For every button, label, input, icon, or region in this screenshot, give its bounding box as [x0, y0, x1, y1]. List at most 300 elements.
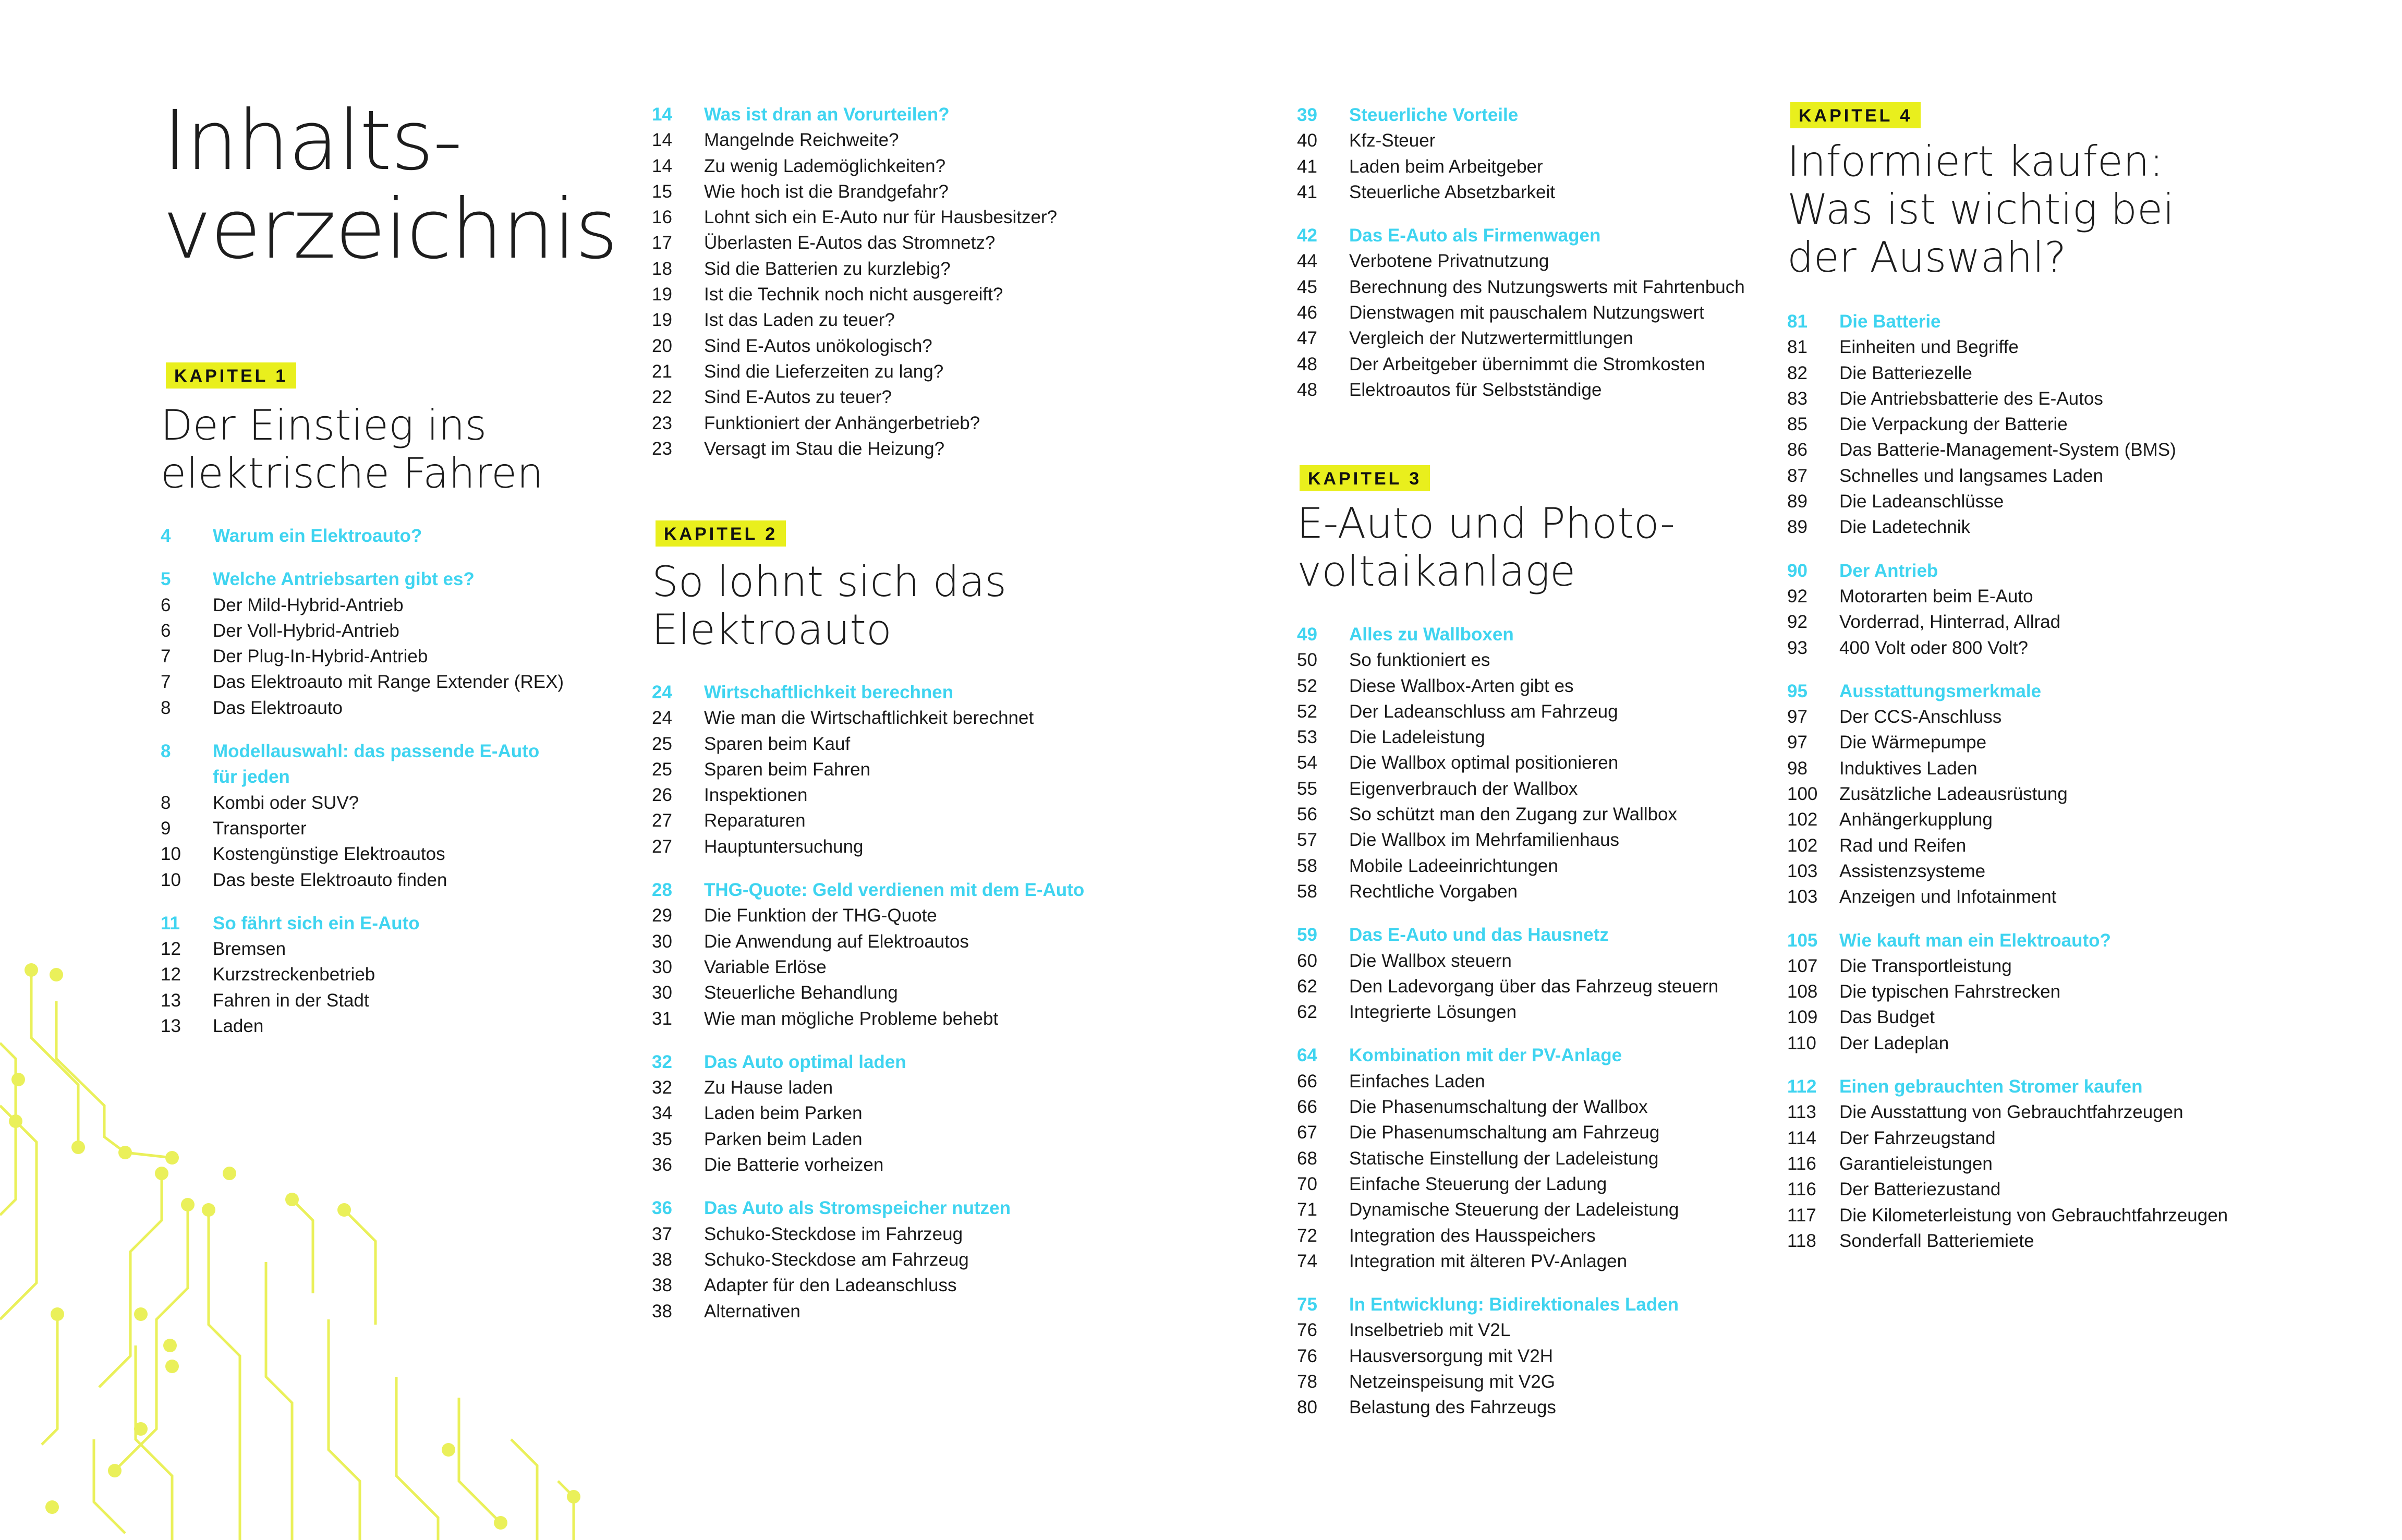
toc-entry-title: In Entwicklung: Bidirektionales Laden — [1349, 1294, 1679, 1315]
toc-page-number: 103 — [1787, 887, 1818, 907]
toc-entry-title: Sparen beim Fahren — [704, 759, 871, 780]
toc-entry-title: Garantieleistungen — [1839, 1153, 1993, 1174]
toc-entry — [1297, 128, 1745, 153]
toc-entry — [1297, 948, 1718, 974]
toc-entry — [1297, 1094, 1718, 1120]
toc-entry — [161, 1013, 564, 1039]
toc-page-number: 15 — [652, 181, 672, 202]
toc-entry-title: Statische Einstellung der Ladeleistung — [1349, 1148, 1659, 1169]
toc-page-number: 9 — [161, 818, 171, 839]
chapter-4-title-line-1: Informiert kaufen: — [1787, 137, 2164, 186]
toc-entry — [652, 705, 1084, 731]
toc-entry-title: Die Wärmepumpe — [1839, 732, 1987, 753]
toc-entry-title: Schuko-Steckdose im Fahrzeug — [704, 1223, 963, 1244]
toc-page-number: 30 — [652, 931, 672, 952]
toc-entry-title: Dynamische Steuerung der Ladeleistung — [1349, 1199, 1679, 1220]
toc-entry-title: Assistenzsysteme — [1839, 860, 1986, 881]
toc-entry — [1787, 489, 2228, 514]
toc-entry-title: Bremsen — [213, 939, 286, 960]
toc-entry — [1787, 1004, 2228, 1030]
toc-page-number: 23 — [652, 438, 672, 459]
toc-entry — [1787, 807, 2228, 832]
toc-page-number: 68 — [1297, 1148, 1317, 1169]
toc-entry-title: Wirtschaftlichkeit berechnen — [704, 682, 954, 702]
toc-entry-title: Kostengünstige Elektroautos — [213, 844, 445, 865]
toc-page-number: 20 — [652, 335, 672, 356]
toc-entry — [652, 1126, 1084, 1152]
toc-page-number: 117 — [1787, 1205, 1816, 1226]
toc-entry — [1787, 833, 2228, 858]
toc-entry — [1297, 827, 1718, 853]
toc-page-number: 21 — [652, 361, 672, 382]
toc-page-number: 74 — [1297, 1251, 1317, 1271]
toc-entry — [652, 436, 1057, 462]
toc-entry-title: Sparen beim Kauf — [704, 733, 851, 754]
toc-page-number: 27 — [652, 836, 672, 857]
toc-entry-title: Ist das Laden zu teuer? — [704, 310, 895, 331]
toc-entry-title: Integration mit älteren PV-Anlagen — [1349, 1251, 1628, 1271]
toc-page-number: 109 — [1787, 1007, 1818, 1028]
toc-entry-title: Das Elektroauto mit Range Extender (REX) — [213, 672, 564, 693]
toc-entry — [1297, 974, 1718, 999]
toc-page-number: 114 — [1787, 1127, 1816, 1148]
chapter-1-title-line-2: elektrische Fahren — [161, 449, 543, 498]
toc-entry-title: Rad und Reifen — [1839, 835, 1967, 856]
toc-entry — [1297, 1171, 1718, 1197]
toc-entry — [1297, 699, 1718, 724]
toc-entry-title: Das E-Auto als Firmenwagen — [1349, 225, 1601, 246]
toc-entry — [161, 644, 564, 669]
toc-entry — [652, 1299, 1084, 1324]
chapter-3-badge: KAPITEL 3 — [1300, 465, 1430, 491]
chapter-2-title-line-1: So lohnt sich das — [652, 557, 1007, 606]
toc-page-number: 22 — [652, 387, 672, 408]
toc-page-number: 14 — [652, 104, 672, 125]
toc-entry-title: Anhängerkupplung — [1839, 809, 1993, 830]
toc-page-number: 16 — [652, 207, 672, 228]
toc-page-number: 45 — [1297, 276, 1317, 297]
toc-entry — [1297, 853, 1718, 879]
toc-entry-title: Integrierte Lösungen — [1349, 1002, 1517, 1023]
toc-page-number: 12 — [161, 964, 181, 985]
toc-entry-title: Der Ladeanschluss am Fahrzeug — [1349, 701, 1618, 722]
toc-entry — [1787, 979, 2228, 1004]
toc-entry — [652, 980, 1084, 1005]
toc-entry — [1297, 647, 1718, 673]
toc-entry-title: Adapter für den Ladeanschluss — [704, 1275, 957, 1296]
toc-entry — [1297, 377, 1745, 403]
toc-page-number: 52 — [1297, 701, 1317, 722]
toc-page-number: 97 — [1787, 707, 1807, 727]
toc-entry-title: Schuko-Steckdose am Fahrzeug — [704, 1249, 969, 1270]
toc-entry-title: So fährt sich ein E-Auto — [213, 913, 420, 933]
toc-page-number: 62 — [1297, 1002, 1317, 1023]
toc-page-number: 72 — [1297, 1225, 1317, 1246]
toc-page-number: 97 — [1787, 732, 1807, 753]
toc-page-number: 32 — [652, 1077, 672, 1098]
toc-entry — [1787, 437, 2228, 463]
toc-entry-title: Kombi oder SUV? — [213, 792, 359, 813]
toc-entry-title: Die Anwendung auf Elektroautos — [704, 931, 969, 952]
toc-page-number: 19 — [652, 284, 672, 305]
toc-page-number: 35 — [652, 1129, 672, 1149]
toc-entry-title: Den Ladevorgang über das Fahrzeug steuern — [1349, 976, 1719, 997]
toc-page-number: 47 — [1297, 328, 1317, 349]
toc-entry — [161, 867, 564, 893]
toc-entry-title: Wie hoch ist die Brandgefahr? — [704, 181, 949, 202]
toc-entry — [652, 1075, 1084, 1100]
toc-entry — [652, 230, 1057, 256]
toc-entry-title: Die Wallbox optimal positionieren — [1349, 753, 1619, 773]
toc-entry-title: Die Wallbox steuern — [1349, 950, 1512, 971]
chapter-3-title-line-1: E-Auto und Photo- — [1297, 499, 1675, 548]
toc-page-number: 41 — [1297, 181, 1317, 202]
page-title-line-1: Inhalts- — [163, 93, 462, 189]
toc-entry — [1297, 1317, 1718, 1343]
toc-page-number: 44 — [1297, 251, 1317, 272]
toc-page-number: 17 — [652, 233, 672, 253]
toc-entry — [161, 988, 564, 1013]
toc-page-number: 8 — [161, 741, 171, 762]
toc-entry-title: Hauptuntersuchung — [704, 836, 864, 857]
toc-page-number: 6 — [161, 595, 171, 615]
toc-entry-title: Die Phasenumschaltung der Wallbox — [1349, 1097, 1648, 1118]
toc-entry-title: Sind E-Autos unökologisch? — [704, 335, 932, 356]
toc-section-heading — [652, 877, 1084, 903]
toc-entry — [1787, 609, 2228, 635]
toc-section-heading — [1297, 1042, 1718, 1068]
page-title — [163, 93, 617, 277]
toc-page-number: 113 — [1787, 1102, 1816, 1123]
toc-page-number: 8 — [161, 697, 171, 718]
toc-page-number: 25 — [652, 759, 672, 780]
toc-page-number: 28 — [652, 880, 672, 901]
toc-entry-title: 400 Volt oder 800 Volt? — [1839, 637, 2028, 658]
toc-page-number: 102 — [1787, 835, 1818, 856]
toc-entry-title: Die Ladeleistung — [1349, 727, 1485, 748]
toc-entry-title: Elektroautos für Selbstständige — [1349, 379, 1602, 400]
toc-section-heading — [1297, 622, 1718, 647]
toc-entry — [161, 592, 564, 618]
toc-entry-title: Induktives Laden — [1839, 758, 1978, 779]
toc-entry — [652, 954, 1084, 980]
toc-entry — [1787, 463, 2228, 489]
toc-entry-title: Parken beim Laden — [704, 1129, 863, 1149]
toc-entry-title: Alles zu Wallboxen — [1349, 624, 1514, 645]
toc-page-number: 11 — [161, 913, 180, 933]
toc-entry — [161, 936, 564, 962]
toc-entry — [1787, 1030, 2228, 1056]
toc-entry — [652, 384, 1057, 410]
toc-page-number: 46 — [1297, 302, 1317, 323]
toc-page-number: 18 — [652, 258, 672, 279]
toc-page-number: 93 — [1787, 637, 1807, 658]
toc-entry-title: Einheiten und Begriffe — [1839, 337, 2019, 358]
toc-entry — [1787, 584, 2228, 609]
toc-entry — [1297, 999, 1718, 1025]
toc-entry — [1787, 884, 2228, 910]
toc-entry-title: Überlasten E-Autos das Stromnetz? — [704, 233, 996, 253]
toc-entry — [1297, 1120, 1718, 1145]
toc-entry — [652, 333, 1057, 359]
toc-section-heading — [1297, 102, 1745, 128]
toc-entry-title: Der Mild-Hybrid-Antrieb — [213, 595, 404, 615]
toc-page-number: 90 — [1787, 560, 1807, 581]
toc-page-number: 41 — [1297, 156, 1317, 177]
toc-entry — [1297, 1069, 1718, 1094]
toc-entry-title: Kfz-Steuer — [1349, 130, 1436, 151]
toc-page-number: 76 — [1297, 1345, 1317, 1366]
toc-page-number: 110 — [1787, 1033, 1816, 1053]
toc-section-heading — [1787, 558, 2228, 584]
toc-entry-title: So schützt man den Zugang zur Wallbox — [1349, 804, 1678, 825]
toc-entry-title: Inspektionen — [704, 785, 808, 806]
toc-entry-title: Einfache Steuerung der Ladung — [1349, 1173, 1607, 1194]
toc-entry-title: Inselbetrieb mit V2L — [1349, 1320, 1511, 1341]
toc-entry — [652, 834, 1084, 859]
toc-entry — [1297, 1395, 1718, 1420]
toc-entry-title: Einen gebrauchten Stromer kaufen — [1839, 1076, 2143, 1097]
toc-page-number: 8 — [161, 792, 171, 813]
toc-section-heading — [1787, 1074, 2228, 1099]
toc-entry-title: Variable Erlöse — [704, 956, 827, 977]
toc-entry — [652, 757, 1084, 782]
toc-page-number: 29 — [652, 905, 672, 926]
toc-page-number: 59 — [1297, 925, 1317, 945]
toc-page-number: 66 — [1297, 1097, 1317, 1118]
toc-entry-title: Einfaches Laden — [1349, 1071, 1485, 1092]
toc-entry-title: Eigenverbrauch der Wallbox — [1349, 778, 1578, 799]
toc-entry — [1297, 724, 1718, 750]
toc-entry-title: Wie man die Wirtschaftlichkeit berechnet — [704, 708, 1034, 729]
toc-page-number: 100 — [1787, 784, 1818, 805]
toc-entry-title: Dienstwagen mit pauschalem Nutzungswert — [1349, 302, 1704, 323]
toc-entry-title: Warum ein Elektroauto? — [213, 526, 422, 546]
toc-section-heading — [1787, 309, 2228, 334]
toc-page-number: 89 — [1787, 491, 1807, 512]
toc-page-number: 19 — [652, 310, 672, 331]
toc-entry-title: Sonderfall Batteriemiete — [1839, 1230, 2034, 1251]
toc-entry-title: Berechnung des Nutzungswerts mit Fahrtenbuch — [1349, 276, 1745, 297]
toc-entry — [1787, 730, 2228, 755]
toc-entry-title: Zu Hause laden — [704, 1077, 833, 1098]
toc-entry — [1297, 248, 1745, 274]
toc-entry-title: Was ist dran an Vorurteilen? — [704, 104, 950, 125]
toc-entry-title: Kombination mit der PV-Anlage — [1349, 1045, 1622, 1066]
toc-page-number: 58 — [1297, 855, 1317, 876]
toc-entry-title: Sid die Batterien zu kurzlebig? — [704, 258, 951, 279]
toc-entry — [1787, 756, 2228, 781]
toc-page-number: 92 — [1787, 612, 1807, 633]
toc-entry — [161, 618, 564, 644]
toc-page-number: 31 — [652, 1008, 672, 1029]
chapter-4-title — [1787, 138, 2174, 282]
toc-entry-title: Vorderrad, Hinterrad, Allrad — [1839, 612, 2061, 633]
toc-page-number: 27 — [652, 810, 672, 831]
toc-entry-title: Der Voll-Hybrid-Antrieb — [213, 620, 399, 641]
toc-section-heading — [1787, 928, 2228, 953]
toc-page-number: 7 — [161, 672, 171, 693]
toc-entry-title: So funktioniert es — [1349, 650, 1490, 671]
toc-entry-title: Laden — [213, 1016, 264, 1037]
toc-page-number: 54 — [1297, 753, 1317, 773]
toc-page-number: 40 — [1297, 130, 1317, 151]
toc-entry — [1787, 781, 2228, 807]
toc-entry — [161, 669, 564, 695]
toc-entry — [1297, 1343, 1718, 1369]
toc-entry-title: Der Antrieb — [1839, 560, 1938, 581]
toc-page-number: 107 — [1787, 955, 1818, 976]
toc-entry — [652, 1006, 1084, 1032]
toc-entry-title: Steuerliche Absetzbarkeit — [1349, 181, 1555, 202]
toc-page-number: 23 — [652, 413, 672, 433]
toc-entry-title: Laden beim Arbeitgeber — [1349, 156, 1543, 177]
toc-entry-title: Transporter — [213, 818, 307, 839]
toc-page-number: 10 — [161, 869, 181, 890]
toc-entry — [652, 808, 1084, 833]
toc-page-number: 49 — [1297, 624, 1317, 645]
toc-entry-title: Die Ladetechnik — [1839, 517, 1970, 538]
toc-entry — [1297, 802, 1718, 827]
toc-page-number: 30 — [652, 956, 672, 977]
toc-page-number: 81 — [1787, 337, 1807, 358]
toc-entry-title: Integration des Hausspeichers — [1349, 1225, 1596, 1246]
toc-entry-title: Die Transportleistung — [1839, 955, 2012, 976]
toc-page-number: 57 — [1297, 830, 1317, 851]
toc-entry — [1297, 1197, 1718, 1222]
toc-entry-title: Motorarten beim E-Auto — [1839, 586, 2033, 607]
toc-entry-title: Die Wallbox im Mehrfamilienhaus — [1349, 830, 1620, 851]
toc-entry-title: Das Batterie-Management-System (BMS) — [1839, 440, 2176, 460]
toc-entry-title: Verbotene Privatnutzung — [1349, 251, 1549, 272]
toc-entry — [652, 204, 1057, 230]
toc-entry — [1297, 1146, 1718, 1171]
toc-entry — [1787, 386, 2228, 411]
toc-entry — [1297, 673, 1718, 699]
toc-entry-title: für jeden — [213, 767, 290, 787]
toc-entry — [1787, 360, 2228, 386]
toc-entry — [1297, 1248, 1718, 1274]
toc-page-number: 38 — [652, 1249, 672, 1270]
toc-entry — [652, 179, 1057, 204]
toc-entry — [1787, 1125, 2228, 1151]
chapter-3-title-line-2: voltaikanlage — [1297, 547, 1576, 596]
toc-page-number: 103 — [1787, 860, 1818, 881]
chapter-2-title — [652, 558, 1006, 654]
toc-page-number: 6 — [161, 620, 171, 641]
toc-section-heading — [161, 566, 564, 592]
toc-entry-title: Die typischen Fahrstrecken — [1839, 981, 2061, 1002]
chapter-3-toc — [1297, 622, 1718, 1421]
toc-page-number: 12 — [161, 939, 181, 960]
toc-entry-title: Mangelnde Reichweite? — [704, 130, 899, 151]
toc-entry — [652, 903, 1084, 928]
toc-page-number: 36 — [652, 1155, 672, 1175]
toc-page-number: 14 — [652, 130, 672, 151]
toc-section-heading — [1787, 678, 2228, 704]
toc-entry — [1787, 1203, 2228, 1228]
toc-entry — [652, 307, 1057, 333]
toc-page-number: 98 — [1787, 758, 1807, 779]
toc-entry-title: Ist die Technik noch nicht ausgereift? — [704, 284, 1003, 305]
chapter-1-title — [161, 402, 543, 498]
toc-entry — [652, 929, 1084, 954]
toc-entry-title: Mobile Ladeeinrichtungen — [1349, 855, 1558, 876]
toc-page-number: 95 — [1787, 681, 1807, 701]
toc-page-number: 38 — [652, 1275, 672, 1296]
toc-entry — [1787, 1151, 2228, 1177]
toc-page-number: 75 — [1297, 1294, 1317, 1315]
toc-page-number: 5 — [161, 569, 171, 590]
toc-entry-title: Das E-Auto und das Hausnetz — [1349, 925, 1609, 945]
toc-entry — [652, 256, 1057, 282]
toc-entry-title: Das Elektroauto — [213, 697, 343, 718]
toc-entry — [652, 1152, 1084, 1178]
toc-entry — [1297, 154, 1745, 179]
toc-entry-title: Lohnt sich ein E-Auto nur für Hausbesitzer? — [704, 207, 1058, 228]
toc-entry-title: Modellauswahl: das passende E-Auto — [213, 741, 540, 762]
toc-section-heading — [1297, 1292, 1718, 1317]
toc-entry-title: Der Fahrzeugstand — [1839, 1127, 1996, 1148]
toc-page-number: 42 — [1297, 225, 1317, 246]
chapter-1-title-line-1: Der Einstieg ins — [161, 401, 487, 450]
toc-page-number: 34 — [652, 1103, 672, 1124]
toc-page-number: 67 — [1297, 1122, 1317, 1143]
toc-page-number: 85 — [1787, 414, 1807, 435]
toc-entry — [652, 1100, 1084, 1126]
toc-entry-title: Der Batteriezustand — [1839, 1179, 2001, 1200]
toc-page-number: 4 — [161, 526, 171, 546]
toc-page-number: 81 — [1787, 311, 1807, 332]
toc-entry-title: Zusätzliche Ladeausrüstung — [1839, 784, 2068, 805]
toc-entry — [1297, 750, 1718, 775]
toc-entry-title: Die Antriebsbatterie des E-Autos — [1839, 388, 2103, 409]
toc-page-number: 50 — [1297, 650, 1317, 671]
toc-entry-title: Wie kauft man ein Elektroauto? — [1839, 930, 2111, 951]
toc-page-number: 80 — [1297, 1397, 1317, 1418]
toc-page-number: 86 — [1787, 440, 1807, 460]
toc-entry-title: Der Arbeitgeber übernimmt die Stromkosten — [1349, 354, 1705, 374]
toc-entry-title: Die Verpackung der Batterie — [1839, 414, 2068, 435]
chapter-4-badge: KAPITEL 4 — [1790, 102, 1921, 128]
chapter-2-toc — [652, 680, 1084, 1324]
toc-page-number: 70 — [1297, 1173, 1317, 1194]
toc-section-heading — [1297, 223, 1745, 248]
chapter-1-toc-continued — [652, 102, 1057, 462]
toc-entry — [1297, 1223, 1718, 1248]
toc-entry-title: Fahren in der Stadt — [213, 990, 369, 1011]
chapter-4-toc — [1787, 309, 2228, 1254]
toc-entry-title: Der CCS-Anschluss — [1839, 707, 2002, 727]
toc-entry — [161, 841, 564, 867]
toc-entry — [1787, 334, 2228, 360]
toc-page-number: 56 — [1297, 804, 1317, 825]
toc-entry — [1787, 858, 2228, 884]
toc-entry-title: Das Auto als Stromspeicher nutzen — [704, 1198, 1011, 1219]
toc-entry-title: THG-Quote: Geld verdienen mit dem E-Auto — [704, 880, 1085, 901]
toc-entry — [1297, 1369, 1718, 1395]
toc-page-number: 55 — [1297, 778, 1317, 799]
toc-entry-title: Der Plug-In-Hybrid-Antrieb — [213, 646, 428, 667]
toc-page-number: 38 — [652, 1301, 672, 1321]
chapter-4-title-line-2: Was ist wichtig bei — [1787, 185, 2175, 234]
toc-entry-title: Hausversorgung mit V2H — [1349, 1345, 1553, 1366]
toc-page-number: 89 — [1787, 517, 1807, 538]
toc-section-heading — [161, 523, 564, 549]
toc-page-number: 92 — [1787, 586, 1807, 607]
toc-entry-title: Der Ladeplan — [1839, 1033, 1949, 1053]
toc-entry-title: Kurzstreckenbetrieb — [213, 964, 375, 985]
